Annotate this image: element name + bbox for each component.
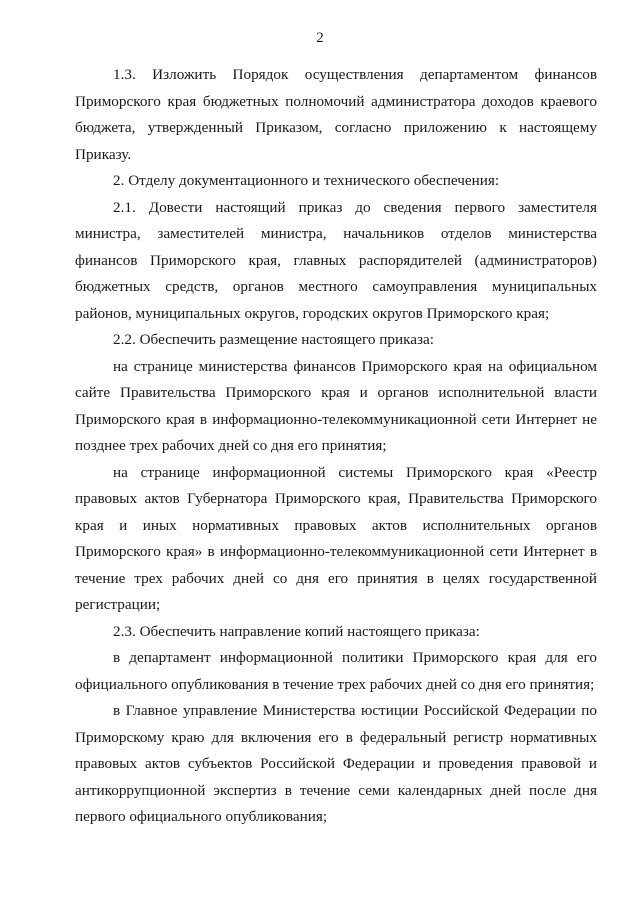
paragraph-2-3-item-1: в департамент информационной политики Приморского края для его официального опубликования в течение трех рабочих дней со дня его принятия; [75,649,597,693]
page-number: 2 [316,30,324,46]
paragraph-1-3: 1.3. Изложить Порядок осуществления департаментом финансов Приморского края бюджетных полномочий администратора доходов краевого бюджета, утвержденный Приказом, согласно приложению к настоящему Приказу. [75,66,597,163]
paragraph-2-3: 2.3. Обеспечить направление копий настоящего приказа: [113,622,480,640]
paragraph-2: 2. Отделу документационного и технического обеспечения: [113,172,500,189]
paragraph-2-2: 2.2. Обеспечить размещение настоящего приказа: [113,331,434,348]
paragraph-2-2-item-2: на странице информационной системы Приморского края «Реестр правовых актов Губернатора Приморского края, Правительства Приморского края и иных нормативных правовых актов исполнительных органов Приморского края» в информационно-телекоммуникационной сети Интернет в течение трех рабочих дней со дня его принятия в целях государственной регистрации; [75,463,597,613]
document-body [75,62,597,831]
paragraph-2-3-item-2: в Главное управление Министерства юстиции Российской Федерации по Приморскому краю для включения его в федеральный регистр нормативных правовых актов субъектов Российской Федерации и проведения правовой и антикоррупционной экспертиз в течение семи календарных дней после дня первого официального опубликования; [75,702,597,825]
paragraph-2-2-item-1: на странице министерства финансов Приморского края на официальном сайте Правительства Приморского края и органов исполнительной власти Приморского края в информационно-телекоммуникационной сети Интернет не позднее трех рабочих дней со дня его принятия; [75,357,597,454]
paragraph-2-1: 2.1. Довести настоящий приказ до сведения первого заместителя министра, заместителей министра, начальников отделов министерства финансов Приморского края, главных распорядителей (администраторов) бюджетных средств, органов местного самоуправления муниципальных районов, муниципальных округов, городских округов Приморского края; [75,198,597,322]
